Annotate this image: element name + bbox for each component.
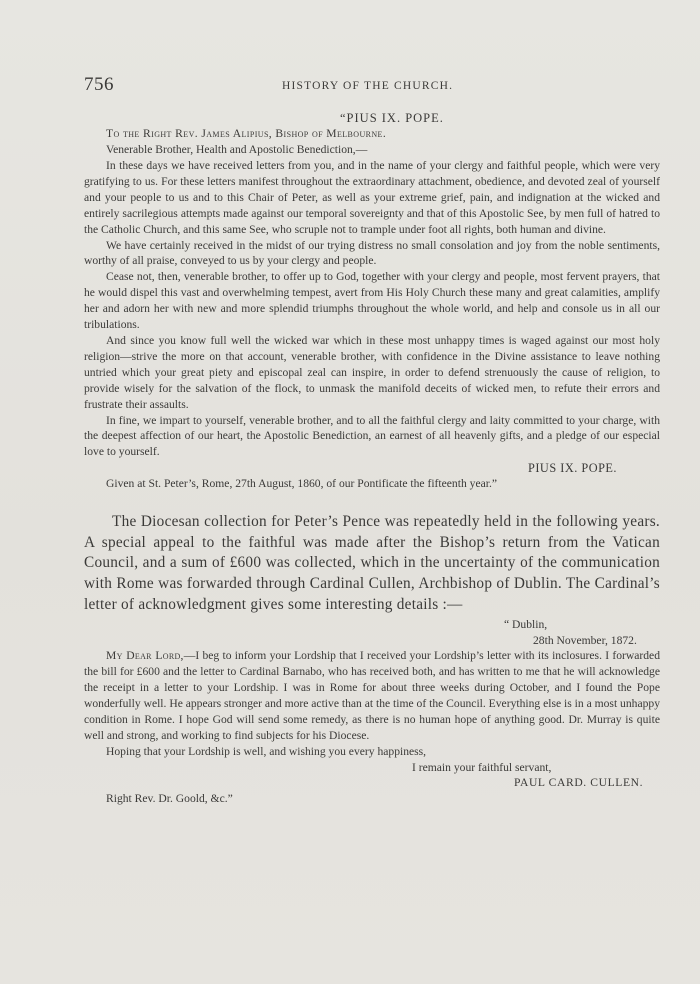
page-content (84, 110, 660, 807)
cullen-letter-paragraph (84, 648, 660, 743)
cullen-letter-salutation: My Dear Lord, (106, 649, 184, 663)
cullen-letter-body: —I beg to inform your Lordship that I received your Lordship’s letter with its inclosures. I forwarded the bill for £600 and the letter to Cardinal Barnabo, who has received both, and has written to me that he will acknowledge the receipt in a letter to your Lordship. I was in Rome for about three weeks during October, and I found the Pope wonderfully well. He appears stronger and more active than at the time of the Council. Everything else is in a most unhappy condition in Rome. I hope God will send some remedy, as there is no human hope of anything good. Dr. Murray is quite well and strong, and working to find subjects for his Diocese. (84, 649, 660, 742)
narrative-paragraph: The Diocesan collection for Peter’s Pence was repeatedly held in the following years. A special appeal to the faithful was made after the Bishop’s return from the Vatican Council, and a sum of £600 was collected, which in the uncertainty of the communication with Rome was forwarded through Cardinal Cullen, Archbishop of Dublin. The Cardinal’s letter of acknowledgment gives some interesting details :— (84, 513, 660, 613)
pope-letter-salutation: Venerable Brother, Health and Apostolic Benediction,— (106, 143, 368, 156)
cullen-letter-closing: I remain your faithful servant, (412, 760, 552, 774)
pope-letter-dateline: Given at St. Peter’s, Rome, 27th August, 1860, of our Pontificate the fifteenth year.” (106, 477, 497, 491)
pope-letter-paragraph: In fine, we impart to yourself, venerable brother, and to all the faithful clergy and laity committed to your charge, with the deepest affection of our heart, the Apostolic Benediction, an earnest of all heavenly gifts, and a pledge of our especial love to yourself. (84, 413, 660, 459)
pope-letter-paragraph: And since you know full well the wicked war which in these most unhappy times is waged against our most holy religion—strive the more on that account, venerable brother, with confidence in the Divine assistance to leave nothing untried which your great piety and episcopal zeal can inspire, in order to defend strenuously the cause of religion, to provide wisely for the salvation of the flock, to unmask the manifold deceits of wicked men, to refute their errors and frustrate their assaults. (84, 333, 660, 411)
pope-letter (84, 110, 660, 492)
pope-letter-paragraph: Cease not, then, venerable brother, to offer up to God, together with your clergy and people, most fervent prayers, that he would dispel this vast and overwhelming tempest, avert from His Holy Church these many and great calamities, amplify her and adorn her with new and more splendid triumphs throughout the whole world, and help and console us in all our tribulations. (84, 270, 660, 332)
cullen-letter-signature: PAUL CARD. CULLEN. (514, 776, 644, 790)
cullen-letter-paragraph-second: Hoping that your Lordship is well, and wishing you every happiness, (106, 744, 427, 758)
pope-letter-addressee: To the Right Rev. James Alipius, Bishop of Melbourne. (106, 127, 387, 140)
pope-letter-paragraph: We have certainly received in the midst of our trying distress no small consolation and joy from the noble sentiments, worthy of all praise, conveyed to us by your clergy and people. (84, 238, 660, 268)
page-header (84, 74, 632, 98)
cullen-letter (84, 617, 660, 807)
cullen-letter-place: “ Dublin, (504, 618, 548, 632)
cullen-letter-recipient: Right Rev. Dr. Goold, &c.” (106, 792, 233, 806)
pope-letter-signature: PIUS IX. POPE. (528, 461, 617, 476)
running-head: HISTORY OF THE CHURCH. (282, 80, 454, 92)
cullen-letter-date: 28th November, 1872. (533, 633, 637, 647)
pope-letter-heading: “PIUS IX. POPE. (340, 111, 444, 125)
pope-letter-paragraph: In these days we have received letters from you, and in the name of your clergy and faithful people, which were very gratifying to us. For these letters manifest throughout the extraordinary attachment, obedience, and devoted zeal of yourself and your people to us and to this Chair of Peter, as well as your extreme grief, pain, and indignation at the wicked and entirely sacrilegious attempts made against our temporal sovereignty and that of this Apostolic See, by men full of hatred to the Catholic Church, and this same See, who scruple not to trample under foot all rights, both human and divine. (84, 159, 660, 236)
page-number: 756 (84, 74, 114, 95)
